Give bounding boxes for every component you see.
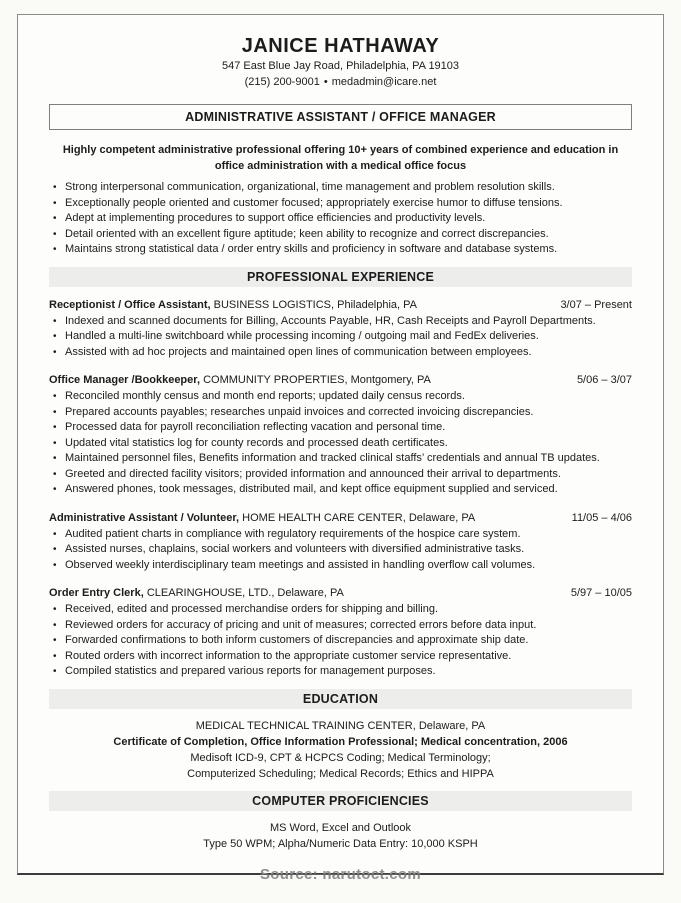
list-item	[49, 618, 632, 634]
education-school: MEDICAL TECHNICAL TRAINING CENTER, Delaware, PA	[195, 719, 486, 732]
list-item	[49, 467, 632, 483]
software-list: MS Word, Excel and Outlook	[269, 821, 412, 834]
education-certificate: Certificate of Completion, Office Information Professional; Medical concentration, 2006	[113, 735, 568, 748]
bullet-text: Assisted with ad hoc projects and maintained open lines of communication between employees.	[65, 345, 532, 358]
resume-content	[18, 15, 663, 873]
bullet-icon: •	[53, 331, 57, 342]
bullet-text: Prepared accounts payables; researches unpaid invoices and corrected invoicing discrepancies.	[65, 405, 534, 418]
list-item	[49, 633, 632, 649]
bullet-text: Compiled statistics and prepared various reports for management purposes.	[65, 665, 436, 677]
job-heading	[49, 297, 632, 314]
list-item	[49, 314, 632, 330]
section-header-education	[49, 689, 632, 709]
job-entry-admin-volunteer	[49, 510, 632, 574]
bullet-icon: •	[53, 528, 57, 540]
job-entry-receptionist	[49, 297, 632, 361]
resume-page	[17, 14, 664, 883]
bullet-text: Reconciled monthly census and month end reports; updated daily census records.	[65, 390, 465, 402]
list-item	[49, 436, 632, 452]
bullet-text: Updated vital statistics log for county records and processed death certificates.	[65, 436, 448, 449]
job-company: CLEARINGHOUSE, LTD., Delaware, PA	[146, 587, 344, 599]
bullet-text: Greeted and directed facility visitors; provided information and announced their arrival to departments.	[65, 467, 561, 480]
job-company: BUSINESS LOGISTICS, Philadelphia, PA	[213, 298, 418, 311]
job-dates: 11/05 – 4/06	[571, 511, 632, 524]
list-item	[49, 664, 632, 680]
list-item	[49, 389, 632, 405]
bullet-icon: •	[53, 468, 57, 480]
section-title: COMPUTER PROFICIENCIES	[252, 793, 429, 808]
bullet-icon: •	[53, 604, 57, 615]
list-item	[49, 602, 632, 618]
list-item	[49, 649, 632, 665]
bullet-text: Strong interpersonal communication, organizational, time management and problem resolution skills.	[65, 181, 555, 193]
list-item	[49, 451, 632, 467]
experience-list	[49, 297, 632, 680]
source-watermark: Source: narutoct.com	[259, 866, 422, 883]
bullet-icon: •	[53, 406, 57, 418]
section-title: EDUCATION	[302, 691, 379, 706]
job-title-line	[49, 510, 475, 527]
job-title-line	[49, 372, 431, 389]
bullet-icon: •	[53, 484, 57, 495]
bullet-icon: •	[53, 666, 57, 677]
phone-number: (215) 200-9001	[244, 76, 320, 88]
job-entry-order-entry-clerk	[49, 585, 632, 680]
bullet-text: Answered phones, took messages, distributed mail, and kept office equipment supplied and serviced.	[65, 483, 558, 495]
bullet-icon: •	[53, 315, 57, 327]
job-dates: 5/06 – 3/07	[576, 374, 632, 386]
list-item	[49, 180, 632, 196]
bullet-icon: •	[53, 213, 57, 224]
list-item	[49, 329, 632, 345]
job-heading	[49, 372, 632, 389]
bullet-text: Forwarded confirmations to both inform customers of discrepancies and approximate ship date.	[65, 634, 529, 646]
job-role: Administrative Assistant / Volunteer,	[49, 511, 243, 524]
bullet-icon: •	[53, 635, 57, 646]
section-header-computer-proficiencies	[49, 791, 632, 811]
bullet-text: Audited patient charts in compliance with regulatory requirements of the hospice care system.	[65, 527, 521, 540]
job-role: Order Entry Clerk,	[49, 587, 147, 599]
list-item	[49, 196, 632, 212]
job-dates: 3/07 – Present	[560, 298, 632, 311]
job-role: Office Manager /Bookkeeper,	[49, 374, 204, 386]
bullet-icon: •	[53, 422, 57, 433]
email-address: medadmin@icare.net	[331, 76, 437, 88]
job-title-line	[49, 585, 344, 602]
section-title: PROFESSIONAL EXPERIENCE	[246, 269, 435, 284]
bullet-text: Handled a multi-line switchboard while processing incoming / outgoing mail and FedEx deliveries.	[65, 330, 539, 342]
bullet-icon: •	[53, 197, 57, 209]
job-heading	[49, 510, 632, 527]
bullet-text: Indexed and scanned documents for Billing, Accounts Payable, HR, Cash Receipts and Payroll Departments.	[65, 314, 596, 327]
contact-separator-icon: •	[323, 76, 328, 88]
list-item	[49, 542, 632, 558]
summary-bullets	[49, 180, 632, 258]
job-entry-office-manager	[49, 372, 632, 498]
list-item	[49, 558, 632, 574]
list-item	[49, 420, 632, 436]
education-coursework-1: Medisoft ICD-9, CPT & HCPCS Coding; Medical Terminology;	[190, 751, 491, 764]
list-item	[49, 482, 632, 498]
bullet-text: Exceptionally people oriented and customer focused; appropriately exercise humor to diffuse tensions.	[65, 196, 563, 209]
bullet-icon: •	[53, 391, 57, 402]
bullet-text: Routed orders with incorrect information to the appropriate customer service representative.	[65, 649, 512, 662]
address-line: 547 East Blue Jay Road, Philadelphia, PA 19103	[221, 60, 460, 72]
list-item	[49, 227, 632, 243]
contact-line	[49, 74, 632, 90]
list-item	[49, 211, 632, 227]
bullet-text: Maintains strong statistical data / order entry skills and proficiency in software and database systems.	[65, 243, 558, 255]
bullet-icon: •	[53, 346, 57, 358]
bullet-icon: •	[53, 182, 57, 193]
bullet-text: Adept at implementing procedures to support office efficiencies and productivity levels.	[65, 212, 486, 224]
list-item	[49, 242, 632, 258]
job-company: HOME HEALTH CARE CENTER, Delaware, PA	[242, 511, 476, 524]
bullet-icon: •	[53, 437, 57, 449]
education-coursework-2: Computerized Scheduling; Medical Records; Ethics and HIPPA	[187, 767, 494, 780]
job-company: COMMUNITY PROPERTIES, Montgomery, PA	[203, 374, 431, 386]
job-role: Receptionist / Office Assistant,	[49, 298, 214, 311]
typing-speed: Type 50 WPM; Alpha/Numeric Data Entry: 10,000 KSPH	[203, 837, 478, 850]
bullet-icon: •	[53, 244, 57, 255]
list-item	[49, 405, 632, 421]
computer-proficiencies-details	[49, 820, 632, 852]
bullet-text: Reviewed orders for accuracy of pricing and unit of measures; corrected errors before data input.	[65, 618, 537, 631]
job-title-line	[49, 297, 417, 314]
bullet-text: Processed data for payroll reconciliation reflecting vacation and personal time.	[65, 421, 446, 433]
summary-headline: Highly competent administrative professional offering 10+ years of combined experience and education in office administration with a medical office focus	[62, 144, 619, 172]
education-details	[49, 718, 632, 782]
resume-title-box	[49, 104, 632, 130]
bullet-text: Observed weekly interdisciplinary team meetings and assisted in handling overflow call volumes.	[65, 558, 536, 571]
bullet-icon: •	[53, 544, 57, 555]
job-heading	[49, 585, 632, 602]
bullet-text: Maintained personnel files, Benefits information and tracked clinical staffs’ credentials and annual TB updates.	[65, 452, 600, 464]
job-dates: 5/97 – 10/05	[570, 587, 632, 599]
bullet-icon: •	[53, 559, 57, 571]
bullet-text: Received, edited and processed merchandise orders for shipping and billing.	[65, 603, 439, 615]
list-item	[49, 527, 632, 543]
bullet-icon: •	[53, 619, 57, 631]
bullet-icon: •	[53, 453, 57, 464]
bullet-text: Detail oriented with an excellent figure aptitude; keen ability to recognize and correct discrepancies.	[65, 227, 549, 240]
bullet-text: Assisted nurses, chaplains, social workers and volunteers with diversified administrative tasks.	[65, 543, 525, 555]
bullet-icon: •	[53, 650, 57, 662]
section-header-professional-experience	[49, 267, 632, 287]
resume-title: ADMINISTRATIVE ASSISTANT / OFFICE MANAGER	[185, 110, 496, 124]
bullet-icon: •	[53, 228, 57, 240]
person-name: JANICE HATHAWAY	[241, 35, 440, 57]
list-item	[49, 345, 632, 361]
